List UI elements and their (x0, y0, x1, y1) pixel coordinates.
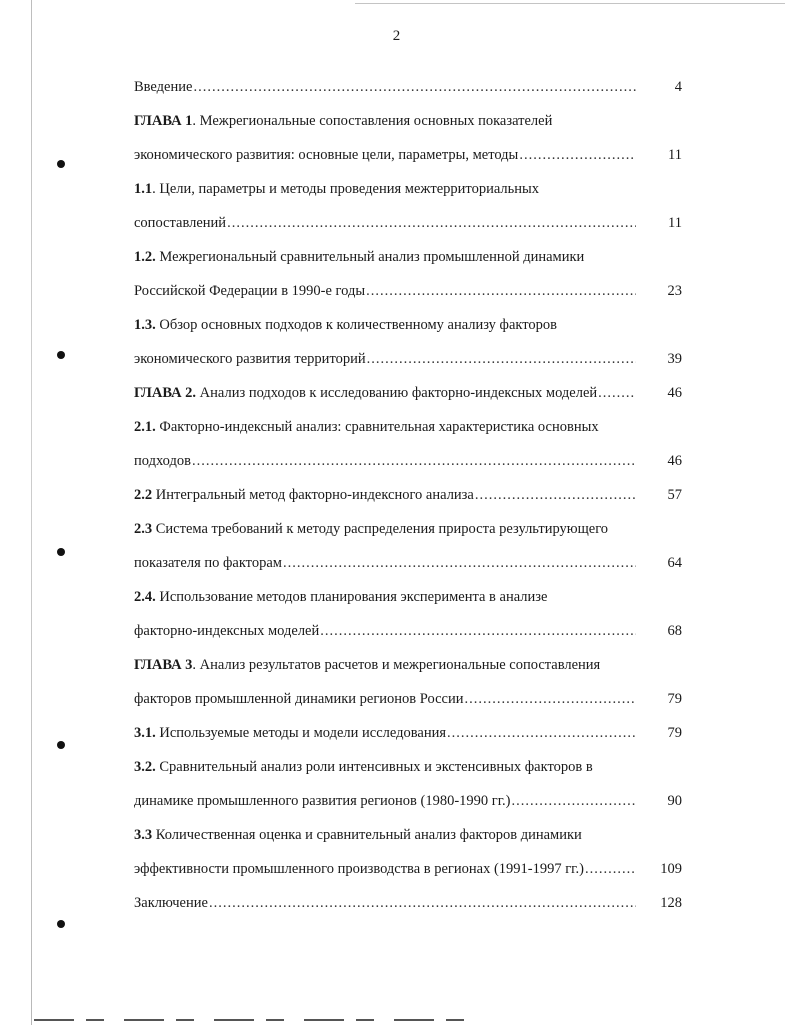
toc-entry-title (134, 376, 597, 410)
toc-page-number: 11 (668, 147, 682, 163)
toc-entry (134, 308, 682, 376)
toc-entry-final-line (134, 206, 682, 240)
toc-entry-final-line (134, 138, 682, 172)
toc-entry-text: Использование методов планирования эксперимента в анализе (155, 589, 548, 605)
toc-entry-text: Система требований к методу распределения прироста результирующего (152, 521, 609, 537)
toc-entry-final-line (134, 70, 682, 104)
toc-entry-text: Введение (134, 79, 193, 95)
toc-dot-leader (598, 376, 636, 410)
toc-entry-title (134, 682, 463, 716)
toc-entry-text: Межрегиональный сравнительный анализ промышленной динамики (155, 249, 585, 265)
toc-entry-text: факторов промышленной динамики регионов России (134, 691, 464, 707)
toc-entry-text: факторно-индексных моделей (134, 623, 320, 639)
scan-edge-left (31, 0, 32, 1025)
toc-page-number: 79 (667, 725, 682, 741)
toc-section-number: 3.2. (134, 759, 156, 775)
toc-entry-text: Анализ подходов к исследованию факторно-индексных моделей (196, 385, 598, 401)
toc-entry-line (134, 512, 682, 546)
toc-entry-text: Обзор основных подходов к количественному анализу факторов (155, 317, 557, 333)
toc-entry (134, 648, 682, 716)
toc-entry-title (134, 444, 191, 478)
toc-dot-leader (320, 614, 636, 648)
toc-entry (134, 172, 682, 240)
toc-dot-leader (283, 546, 636, 580)
toc-entry-final-line (134, 852, 682, 886)
toc-section-number: 3.3 (134, 827, 153, 843)
punch-hole-mark (57, 741, 65, 749)
toc-entry-title (134, 274, 365, 308)
toc-entry-final-line (134, 342, 682, 376)
toc-entry-final-line (134, 716, 682, 750)
toc-entry-final-line (134, 274, 682, 308)
table-of-contents (134, 70, 682, 920)
toc-entry-final-line (134, 886, 682, 920)
toc-section-number: 2.1. (134, 419, 156, 435)
toc-entry-text: показателя по факторам (134, 555, 282, 571)
toc-entry (134, 104, 682, 172)
toc-entry-final-line (134, 376, 682, 410)
toc-entry (134, 512, 682, 580)
toc-entry (134, 376, 682, 410)
toc-entry-title (134, 206, 226, 240)
toc-entry-text: подходов (134, 453, 191, 469)
scan-edge-bottom (34, 1019, 464, 1021)
toc-dot-leader (366, 274, 636, 308)
toc-entry-text: Интегральный метод факторно-индексного анализа (152, 487, 474, 503)
toc-entry-text: Сравнительный анализ роли интенсивных и экстенсивных факторов в (155, 759, 593, 775)
toc-page-number: 68 (667, 623, 682, 639)
toc-entry-final-line (134, 614, 682, 648)
toc-page-number: 39 (667, 351, 682, 367)
punch-hole-mark (57, 920, 65, 928)
toc-entry-text: сопоставлений (134, 215, 227, 231)
punch-hole-mark (57, 548, 65, 556)
toc-entry-text: Российской Федерации в 1990-е годы (134, 283, 366, 299)
toc-entry-text: Факторно-индексный анализ: сравнительная характеристика основных (155, 419, 599, 435)
toc-page-number: 46 (667, 385, 682, 401)
toc-section-number: ГЛАВА 2. (134, 385, 197, 401)
toc-section-number: ГЛАВА 1 (134, 113, 193, 129)
toc-entry-line (134, 104, 682, 138)
toc-section-number: 1.3. (134, 317, 156, 333)
toc-section-number: 1.2. (134, 249, 156, 265)
toc-entry-line (134, 308, 682, 342)
toc-entry-title (134, 886, 208, 920)
toc-entry-final-line (134, 784, 682, 818)
toc-dot-leader (209, 886, 636, 920)
toc-entry (134, 70, 682, 104)
toc-entry (134, 818, 682, 886)
toc-entry (134, 886, 682, 920)
toc-entry (134, 750, 682, 818)
toc-entry-title (134, 716, 446, 750)
toc-page-number: 64 (667, 555, 682, 571)
toc-page-number: 23 (667, 283, 682, 299)
toc-entry-text: динамике промышленного развития регионов (1980-1990 гг.) (134, 793, 511, 809)
toc-dot-leader (192, 444, 636, 478)
toc-page-number: 79 (667, 691, 682, 707)
toc-entry-text: . Межрегиональные сопоставления основных показателей (192, 113, 553, 129)
toc-entry-title (134, 70, 192, 104)
toc-entry-title (134, 784, 511, 818)
toc-entry-line (134, 750, 682, 784)
toc-entry-title (134, 478, 474, 512)
toc-entry-title (134, 852, 584, 886)
toc-entry-text: . Цели, параметры и методы проведения межтерриториальных (152, 181, 539, 197)
toc-section-number: 1.1 (134, 181, 153, 197)
toc-entry-final-line (134, 478, 682, 512)
toc-dot-leader (367, 342, 636, 376)
toc-entry (134, 410, 682, 478)
punch-hole-mark (57, 160, 65, 168)
toc-section-number: 2.3 (134, 521, 153, 537)
toc-entry-title (134, 342, 366, 376)
toc-entry-title (134, 614, 319, 648)
page-number: 2 (392, 28, 401, 44)
toc-entry-line (134, 240, 682, 274)
toc-entry-text: . Анализ результатов расчетов и межрегиональные сопоставления (192, 657, 601, 673)
toc-dot-leader (519, 138, 636, 172)
toc-entry-line (134, 172, 682, 206)
toc-entry-line (134, 410, 682, 444)
toc-dot-leader (447, 716, 636, 750)
toc-entry-line (134, 818, 682, 852)
toc-entry-text: экономического развития: основные цели, параметры, методы (134, 147, 519, 163)
toc-entry (134, 716, 682, 750)
scan-edge-top (355, 3, 785, 4)
toc-dot-leader (512, 784, 636, 818)
toc-dot-leader (585, 852, 636, 886)
toc-entry-final-line (134, 546, 682, 580)
toc-page-number: 57 (667, 487, 682, 503)
toc-entry-title (134, 138, 518, 172)
toc-entry-title (134, 546, 282, 580)
toc-entry (134, 240, 682, 308)
toc-entry-text: Заключение (134, 895, 208, 911)
toc-entry-text: Используемые методы и модели исследования (155, 725, 447, 741)
toc-page-number: 46 (667, 453, 682, 469)
toc-section-number: ГЛАВА 3 (134, 657, 193, 673)
toc-dot-leader (464, 682, 636, 716)
toc-entry-final-line (134, 682, 682, 716)
toc-page-number: 109 (660, 861, 682, 877)
toc-entry (134, 580, 682, 648)
toc-dot-leader (193, 70, 636, 104)
toc-entry-text: Количественная оценка и сравнительный анализ факторов динамики (152, 827, 582, 843)
toc-page-number: 4 (674, 79, 682, 95)
toc-entry-line (134, 580, 682, 614)
punch-hole-mark (57, 351, 65, 359)
toc-page-number: 11 (668, 215, 682, 231)
toc-entry-text: экономического развития территорий (134, 351, 366, 367)
toc-entry-text: эффективности промышленного производства в регионах (1991-1997 гг.) (134, 861, 584, 877)
toc-section-number: 3.1. (134, 725, 156, 741)
toc-dot-leader (475, 478, 636, 512)
toc-entry-line (134, 648, 682, 682)
toc-section-number: 2.2 (134, 487, 153, 503)
toc-entry-final-line (134, 444, 682, 478)
toc-page-number: 90 (667, 793, 682, 809)
toc-dot-leader (227, 206, 636, 240)
toc-entry (134, 478, 682, 512)
toc-page-number: 128 (660, 895, 682, 911)
toc-section-number: 2.4. (134, 589, 156, 605)
